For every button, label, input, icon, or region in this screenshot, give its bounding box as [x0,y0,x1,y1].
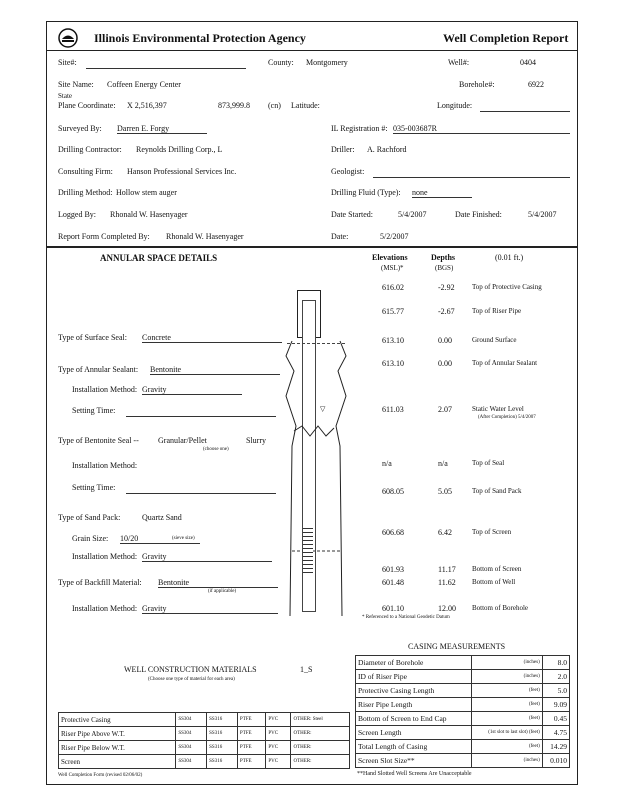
material-label: Protective Casing [59,713,176,727]
drilling-method-value: Hollow stem auger [116,188,177,197]
elevation-description: Top of Screen [472,528,512,536]
casing-value: 0.45 [542,712,569,726]
driller-label: Driller: [331,145,355,154]
casing-row [356,670,570,684]
casing-value: 14.29 [542,740,569,754]
casing-unit-note: (1st slot to last slot) [488,730,528,735]
borehole-label: Borehole#: [459,80,495,89]
install-method-value: Gravity [142,385,242,395]
surveyed-label: Surveyed By: [58,124,102,133]
casing-value: 4.75 [542,726,569,740]
casing-label: Screen Slot Size** [356,754,472,768]
borehole-value: 6922 [528,80,544,89]
agency-logo [58,28,78,48]
casing-unit-text: (feet) [528,744,540,749]
material-label: Riser Pipe Below W.T. [59,741,176,755]
slurry-label: Slurry [246,436,266,445]
depth-value: 0.00 [438,336,452,345]
casing-row [356,684,570,698]
material-label: Riser Pipe Above W.T. [59,727,176,741]
drilling-contractor-value: Reynolds Drilling Corp., L [136,145,223,154]
material-row [59,713,350,727]
material-row [59,727,350,741]
casing-unit-text: (feet) [528,716,540,721]
elevation-description: Top of Sand Pack [472,487,522,495]
install-method4-label: Installation Method: [72,604,138,613]
geologist-value [373,167,570,178]
report-completed-label: Report Form Completed By: [58,232,150,241]
date-started-label: Date Started: [331,210,373,219]
material-option[interactable]: SS316 [207,741,238,755]
casing-footnote: **Hand Slotted Well Screens Are Unacceptable [357,771,472,777]
logged-label: Logged By: [58,210,96,219]
elevation-value: 608.05 [382,487,404,496]
drilling-contractor-label: Drilling Contractor: [58,145,122,154]
agency-name: Illinois Environmental Protection Agency [94,31,306,45]
site-label: Site#: [58,58,77,67]
material-option[interactable]: PVC [266,713,291,727]
sitename-label: Site Name: [58,80,94,89]
choose-one-note: (choose one) [203,447,229,452]
depth-value: 0.00 [438,359,452,368]
state-label: State [58,92,72,100]
drilling-fluid-label: Drilling Fluid (Type): [331,188,401,197]
annular-sealant-label: Type of Annular Sealant: [58,365,139,374]
elevation-description: Ground Surface [472,336,517,344]
sitename-value: Coffeen Energy Center [107,80,181,89]
depth-value: 5.05 [438,487,452,496]
elev-heading: Elevations [372,253,408,262]
consulting-label: Consulting Firm: [58,167,113,176]
consulting-value: Hanson Professional Services Inc. [127,167,237,176]
casing-unit [472,726,542,740]
elevation-description: Top of Riser Pipe [472,307,522,315]
material-option[interactable]: SS316 [207,755,238,769]
water-level-marker: ▽ [320,405,326,413]
driller-value: A. Rachford [367,145,407,154]
grain-size-value: 10/20 [120,534,200,544]
materials-heading: WELL CONSTRUCTION MATERIALS [124,665,257,674]
casing-unit [472,698,542,712]
casing-unit-text: (feet) [528,688,540,693]
casing-unit [472,712,542,726]
drilling-fluid-value: none [412,188,472,198]
elevation-value: 601.93 [382,565,404,574]
latitude-label: Latitude: [291,101,320,110]
depth-value: 11.17 [438,565,456,574]
depth-value: n/a [438,459,448,468]
bentonite-seal-label: Type of Bentonite Seal -- [58,436,139,445]
sieve-size-note: (sieve size) [172,536,195,541]
material-option[interactable]: PTFE [237,727,265,741]
depth-sub: (BGS) [435,264,454,272]
material-option[interactable]: SS304 [176,713,207,727]
setting-time-label: Setting Time: [72,406,116,415]
well-label: Well#: [448,58,470,67]
setting-time2-label: Setting Time: [72,483,116,492]
material-label: Screen [59,755,176,769]
material-option[interactable]: OTHER: [291,755,350,769]
bentonite-seal-value: Granular/Pellet [158,436,207,445]
casing-unit [472,656,542,670]
elevation-value: 601.10 [382,604,404,613]
setting-time-value [126,406,276,417]
elevation-value: 606.68 [382,528,404,537]
elevation-description: Bottom of Screen [472,565,522,573]
depth-value: -2.67 [438,307,455,316]
plane-label: Plane Coordinate: [58,101,116,110]
material-option[interactable]: PVC [266,755,291,769]
date-label: Date: [331,232,349,241]
elevation-description: Bottom of Borehole [472,604,528,612]
depth-value: -2.92 [438,283,455,292]
elevation-description: Top of Annular Sealant [472,359,538,367]
reference-note: * Referenced to a National Geodetic Datum [362,615,450,620]
casing-unit [472,754,542,768]
material-option[interactable]: PVC [266,741,291,755]
depth-value: 6.42 [438,528,452,537]
material-option[interactable]: PTFE [237,713,265,727]
install-method2-label: Installation Method: [72,461,138,470]
casing-value: 5.0 [542,684,569,698]
casing-table [355,655,570,768]
elevation-value: n/a [382,459,392,468]
backfill-label: Type of Backfill Material: [58,578,142,587]
borehole-outline [282,336,352,626]
material-option[interactable]: OTHER: [291,741,350,755]
material-option[interactable]: PTFE [237,741,265,755]
material-option[interactable]: OTHER: Steel [291,713,350,727]
annular-heading: ANNULAR SPACE DETAILS [100,253,218,263]
elevation-sub-note: (After Completion) 5/4/2007 [478,415,536,420]
material-row [59,755,350,769]
casing-unit-text: (inches) [523,674,540,679]
elevation-value: 611.03 [382,405,404,414]
screen-slots [303,525,313,573]
plane-unit: (cn) [268,101,281,110]
casing-value: 2.0 [542,670,569,684]
elevation-value: 615.77 [382,307,404,316]
county-label: County: [268,58,294,67]
materials-sub: (Choose one type of material for each area) [148,677,235,682]
date-value: 5/2/2007 [380,232,409,241]
material-row [59,741,350,755]
sand-pack-value: Quartz Sand [142,513,182,522]
install-method3-value: Gravity [142,552,272,562]
material-option[interactable]: SS304 [176,755,207,769]
surface-seal-label: Type of Surface Seal: [58,333,127,342]
il-reg-value: 035-003687R [393,124,570,134]
casing-row [356,656,570,670]
depth-heading: Depths [431,253,456,262]
install-method4-value: Gravity [142,604,278,614]
plane-y: 873,999.8 [218,101,250,110]
casing-unit [472,740,542,754]
drilling-method-label: Drilling Method: [58,188,113,197]
casing-unit-text: (inches) [523,758,540,763]
annular-sealant-value: Bentonite [150,365,280,375]
county-value: Montgomery [306,58,348,67]
materials-table [58,712,350,769]
elevation-value: 613.10 [382,336,404,345]
elevation-value: 616.02 [382,283,404,292]
material-option[interactable]: SS316 [207,727,238,741]
casing-unit-text: (feet) [528,702,540,707]
elevation-value: 601.48 [382,578,404,587]
install-method3-label: Installation Method: [72,552,138,561]
casing-row [356,754,570,768]
elevation-value: 613.10 [382,359,404,368]
casing-row [356,698,570,712]
casing-label: ID of Riser Pipe [356,670,472,684]
casing-label: Riser Pipe Length [356,698,472,712]
casing-row [356,726,570,740]
elev-sub: (MSL)* [381,264,404,272]
casing-label: Diameter of Borehole [356,656,472,670]
date-started-value: 5/4/2007 [398,210,427,219]
report-title: Well Completion Report [443,31,569,45]
surveyed-value: Darren E. Forgy [117,124,207,134]
date-finished-value: 5/4/2007 [528,210,557,219]
material-option[interactable]: SS304 [176,741,207,755]
casing-unit-text: (inches) [523,660,540,665]
casing-label: Screen Length [356,726,472,740]
report-completed-value: Rhonald W. Hasenyager [166,232,244,241]
plane-x: X 2,516,397 [127,101,167,110]
elevation-description: Static Water Level [472,405,524,413]
depth-value: 12.00 [438,604,456,613]
casing-label: Protective Casing Length [356,684,472,698]
material-option[interactable]: SS316 [207,713,238,727]
material-option[interactable]: PTFE [237,755,265,769]
depth-value: 11.62 [438,578,456,587]
casing-value: 0.010 [542,754,569,768]
casing-value: 8.0 [542,656,569,670]
elevation-description: Bottom of Well [472,578,516,586]
unit-note: (0.01 ft.) [495,253,524,262]
grain-size-label: Grain Size: [72,534,109,543]
surface-seal-value: Concrete [142,333,282,343]
materials-heading-suffix: 1_S [300,665,313,674]
casing-value: 9.09 [542,698,569,712]
material-option[interactable]: PVC [266,727,291,741]
depth-value: 2.07 [438,405,452,414]
elevation-description: Top of Protective Casing [472,283,542,291]
date-finished-label: Date Finished: [455,210,502,219]
form-id: Well Completion Form (revised 02/06/02) [58,773,143,778]
casing-label: Bottom of Screen to End Cap [356,712,472,726]
install-method-label: Installation Method: [72,385,138,394]
material-option[interactable]: OTHER: [291,727,350,741]
casing-unit [472,684,542,698]
if-applicable-note: (if applicable) [208,589,237,594]
il-reg-label: IL Registration #: [331,124,388,133]
logged-value: Rhonald W. Hasenyager [110,210,188,219]
casing-unit-text: (feet) [528,730,540,735]
casing-unit [472,670,542,684]
geologist-label: Geologist: [331,167,365,176]
casing-heading: CASING MEASUREMENTS [408,642,506,651]
backfill-value: Bentonite [158,578,278,588]
site-value [86,58,246,69]
casing-label: Total Length of Casing [356,740,472,754]
elevation-description: Top of Seal [472,459,505,467]
well-value: 0404 [520,58,536,67]
sand-pack-label: Type of Sand Pack: [58,513,121,522]
casing-row [356,712,570,726]
casing-row [356,740,570,754]
longitude-label: Longitude: [437,101,473,110]
material-option[interactable]: SS304 [176,727,207,741]
